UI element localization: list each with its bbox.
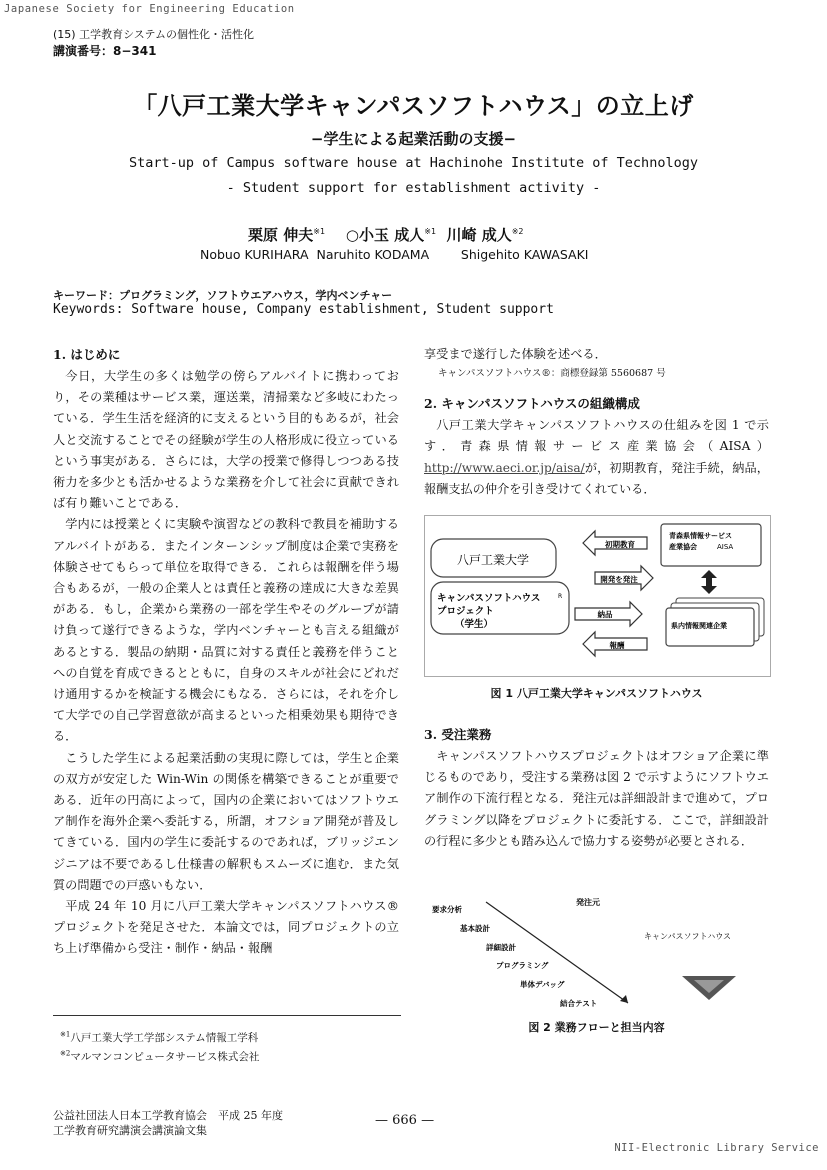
left-column [53, 344, 399, 960]
nii-footer: NII-Electronic Library Service [614, 1142, 819, 1154]
right-column-section-3 [424, 724, 769, 852]
author-1-affil: ※1 [313, 227, 326, 236]
flow-arrowhead [620, 995, 628, 1003]
aisa-label-2: 産業協会 [669, 543, 697, 551]
project-label-3: （学生） [455, 619, 494, 630]
step-2: 基本設計 [460, 924, 490, 933]
aisa-link[interactable]: http://www.aeci.or.jp/aisa/ [424, 460, 585, 475]
project-label-2: プロジェクト [437, 606, 494, 617]
footnote-2-mark: ※2 [60, 1049, 71, 1058]
arrow-initial-education [583, 531, 647, 555]
footnote-divider [53, 1015, 401, 1016]
arrow-payment [583, 632, 647, 656]
author-2-affil: ※1 [424, 227, 437, 236]
footnote-2-text: マルマンコンピュータサービス株式会社 [70, 1051, 260, 1063]
english-title: Start-up of Campus software house at Hachinohe Institute of Technology [129, 155, 698, 171]
figure-1-caption: 図 1 八戸工業大学キャンパスソフトハウス [490, 687, 703, 700]
lecture-number: 講演番号：8−341 [53, 44, 157, 58]
section-1-heading: 1. はじめに [53, 347, 121, 362]
step-3: 詳細設計 [486, 943, 516, 952]
keywords-japanese: キーワード：プログラミング，ソフトウエアハウス，学内ベンチャー [53, 289, 393, 302]
footer-organization: 公益社団法人日本工学教育協会 平成 25 年度 [53, 1109, 283, 1122]
paper-title: 「八戸工業大学キャンパスソフトハウス」の立上げ [133, 92, 694, 120]
section-2-heading: 2. キャンパスソフトハウスの組織構成 [424, 396, 640, 412]
section-3-paragraph: キャンパスソフトハウスプロジェクトはオフショア企業に準じるものであり，受注する業務は図 2 で示すようにソフトウエア制作の下流行程となる．発注元は詳細設計まで進めて，プログラミング以降をプロジェクトに委託する．ここで，詳細設計の行程に多少とも踏み込んで協力する姿勢が必要とされる． [424, 749, 769, 848]
figure-2 [424, 890, 769, 1010]
section-1-paragraph-2: 学内には授業とくに実験や演習などの教科で教員を補助するアルバイトがある．またインターンシップ制度は企業で実務を体験させてもらって単位を取得できる．これらは報酬を伴う場合もあるが，一般の企業人とは責任と義務の達成に大きな差異がある．もし，企業から業務の一部を学生やそのグループが請け負って遂行できるような，学内ベンチャーとも言える組織があるとする．製品の納期・品質に対する責任と義務を伴うことへの自覚を育成できるとともに，自身のスキルが社会にどれだけ通用するかを検証する機会にもなる．さらには，それを介して大学での自己学習意欲が高まるといった相乗効果も期待できる． [53, 517, 399, 744]
section-1-paragraph-3: こうした学生による起業活動の実現に際しては，学生と企業の双方が安定した Win-Win の関係を構築できることが重要である．近年の円高によって，国内の企業においてはソフトウエア制作を海外企業へ委託する，所謂，オフショア開発が普及してきている．国内の学生に委託するのであれば，ブリッジエンジニアは不要であるし仕様書の解釈もスムーズに進む．また気質の問題での戸惑いもない． [53, 750, 399, 892]
author-3: 川崎 成人 [446, 226, 512, 244]
orderer-label: 発注元 [576, 898, 600, 907]
footnote-1 [60, 1030, 258, 1045]
footnote-1-text: 八戸工業大学工学部システム情報工学科 [70, 1032, 259, 1044]
companies-label: 県内情報関連企業 [671, 622, 727, 630]
section-1-paragraph-1: 今日，大学生の多くは勉学の傍らアルバイトに携わっており，その業種はサービス業，運送業，清掃業など多岐にわたっている．学生生活を経済的に支えるという目的もあるが，社会人と交流することでその経験が学生の人格形成に役立っているという事実がある．さらには，大学の授業で修得しつつある技術力を多少とも活かせるような業務を介して社会に貢献できれば有り難いことである． [53, 369, 399, 511]
paper-subtitle: −学生による起業活動の支援− [310, 130, 517, 148]
page-number: — 666 — [375, 1113, 435, 1128]
aisa-label-3: AISA [717, 543, 734, 551]
campus-label: キャンパスソフトハウス [644, 932, 732, 941]
section-1-paragraph-4: 平成 24 年 10 月に八戸工業大学キャンパスソフトハウス®プロジェクトを発足させた．本論文では，同プロジェクトの立ち上げ準備から受注・制作・納品・報酬 [53, 899, 399, 956]
arrow-order-development [595, 566, 653, 590]
english-subtitle: - Student support for establishment activity - [226, 180, 601, 196]
author-1: 栗原 伸夫 [248, 226, 314, 244]
section-2-paragraph [424, 415, 769, 500]
aisa-label-1: 青森県情報サービス [669, 532, 732, 540]
step-1: 要求分析 [432, 905, 462, 914]
arrow-label-3: 納品 [597, 610, 613, 619]
arrow-label-4: 報酬 [609, 641, 625, 650]
right-column-top [424, 344, 769, 500]
step-4: プログラミング [496, 961, 549, 970]
university-label: 八戸工業大学 [456, 553, 530, 567]
authors-english: Nobuo KURIHARA Naruhito KODAMA Shigehito KAWASAKI [200, 247, 589, 262]
step-5: 単体デバッグ [520, 980, 565, 989]
author-3-affil: ※2 [511, 227, 524, 236]
author-2: ○小玉 成人 [345, 226, 425, 244]
footnote-2 [60, 1049, 259, 1064]
session-label: (15) 工学教育システムの個性化・活性化 [53, 28, 254, 41]
project-label-1: キャンパスソフトハウス [437, 593, 541, 604]
arrow-label-2: 開発を発注 [600, 575, 638, 584]
step-6: 結合テスト [560, 999, 598, 1008]
section-2-text-b: が，初期教育，発注手続，納品，報酬支払の仲介を引き受けてくれている． [424, 460, 769, 496]
arrow-delivery [575, 602, 642, 626]
source-header: Japanese Society for Engineering Education [4, 3, 295, 15]
figure-2-caption: 図 2 業務フローと担当内容 [528, 1021, 665, 1034]
trademark-note: キャンパスソフトハウス®：商標登録第 5560687 号 [438, 368, 666, 380]
arrow-label-1: 初期教育 [605, 540, 635, 549]
keywords-english: Keywords: Software house, Company establishment, Student support [53, 302, 554, 317]
section-2-text-a: 八戸工業大学キャンパスソフトハウスの仕組みを図 1 で示す．青森県情報サービス産業協会（AISA） [424, 418, 769, 454]
project-r-mark: R [558, 593, 563, 600]
continued-text: 享受まで遂行した体験を述べる． [424, 347, 607, 361]
double-arrow-icon [701, 570, 717, 594]
footer-proceedings: 工学教育研究講演会講演論文集 [53, 1124, 207, 1137]
authors-japanese [248, 224, 524, 245]
figure-1 [424, 515, 771, 677]
section-3-heading: 3. 受注業務 [424, 727, 492, 742]
footnote-1-mark: ※1 [60, 1030, 71, 1039]
